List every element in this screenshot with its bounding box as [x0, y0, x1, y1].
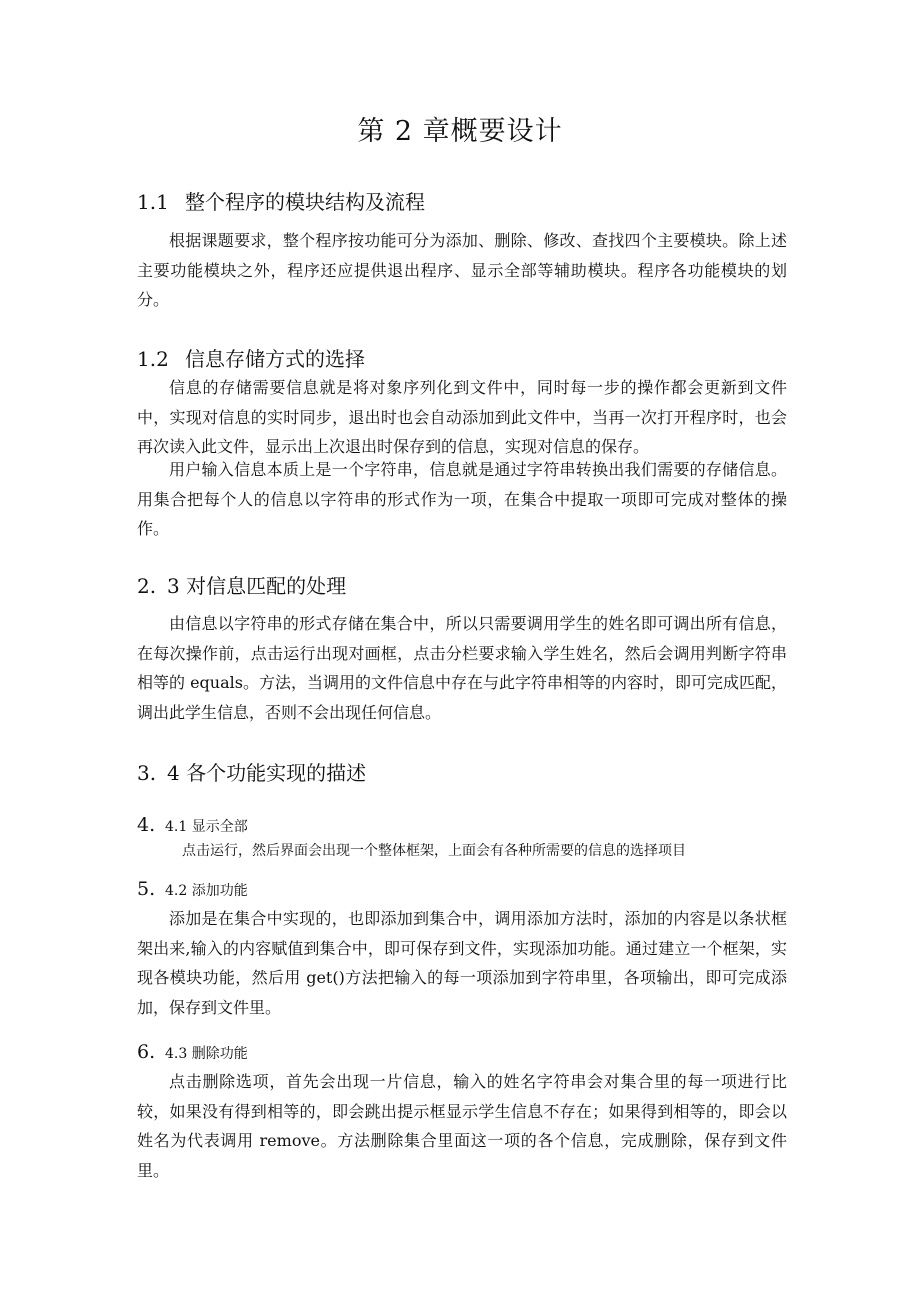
section-heading-3-4: [137, 759, 366, 787]
paragraph: 点击删除选项，首先会出现一片信息，输入的姓名字符串会对集合里的每一项进行比较，如果没有得到相等的，即会跳出提示框显示学生信息不存在；如果得到相等的，即会以姓名为代表调用 remove。方法删除集合里面这一项的各个信息，完成删除，保存到文件里。: [137, 1072, 787, 1180]
section-number: 3.: [137, 761, 157, 785]
subsection-heading-4-1: [137, 814, 248, 838]
subsection-heading-4-3: [137, 1041, 248, 1065]
paragraph: 信息的存储需要信息就是将对象序列化到文件中，同时每一步的操作都会更新到文件中，实现对信息的实时同步，退出时也会自动添加到此文件中，当再一次打开程序时，也会再次读入此文件，显示出上次退出时保存到的信息，实现对信息的保存。: [137, 378, 787, 457]
subsection-title: 4.1 显示全部: [165, 819, 248, 835]
subsection-title: 4.3 删除功能: [165, 1046, 248, 1062]
section-title: 整个程序的模块结构及流程: [185, 190, 425, 214]
chapter-title: 第 2 章概要设计: [357, 116, 563, 147]
section-number: 1.2: [137, 347, 169, 371]
section-heading-2-3: [137, 572, 346, 600]
section-number: 1.1: [137, 190, 169, 214]
subsection-text: 点击运行，然后界面会出现一个整体框架，上面会有各种所需要的信息的选择项目: [182, 843, 686, 859]
paragraph: 用户输入信息本质上是一个字符串，信息就是通过字符串转换出我们需要的存储信息。用集合把每个人的信息以字符串的形式作为一项，在集合中提取一项即可完成对整体的操作。: [137, 460, 787, 539]
paragraph: 根据课题要求，整个程序按功能可分为添加、删除、修改、查找四个主要模块。除上述主要功能模块之外，程序还应提供退出程序、显示全部等辅助模块。程序各功能模块的划分。: [137, 231, 787, 310]
section-title: 3 对信息匹配的处理: [167, 574, 347, 598]
section-heading-1-2: [137, 345, 365, 373]
subsection-title: 4.2 添加功能: [165, 883, 248, 899]
section-heading-1-1: [137, 188, 425, 216]
paragraph: 添加是在集合中实现的，也即添加到集合中，调用添加方法时，添加的内容是以条状框架出来,输入的内容赋值到集合中，即可保存到文件，实现添加功能。通过建立一个框架，实现各模块功能，然后用 get()方法把输入的每一项添加到字符串里，各项输出，即可完成添加，保存到文件里。: [137, 909, 787, 1017]
section-title: 4 各个功能实现的描述: [167, 761, 367, 785]
list-marker: 6.: [137, 1041, 156, 1063]
section-title: 信息存储方式的选择: [185, 347, 365, 371]
list-marker: 4.: [137, 814, 156, 836]
list-marker: 5.: [137, 878, 156, 900]
section-number: 2.: [137, 574, 157, 598]
paragraph: 由信息以字符串的形式存储在集合中，所以只需要调用学生的姓名即可调出所有信息，在每次操作前，点击运行出现对画框，点击分栏要求输入学生姓名，然后会调用判断字符串相等的 equals。方法，当调用的文件信息中存在与此字符串相等的内容时，即可完成匹配，调出此学生信息，否则不会出现任何信息。: [137, 614, 787, 722]
subsection-heading-4-2: [137, 878, 248, 902]
